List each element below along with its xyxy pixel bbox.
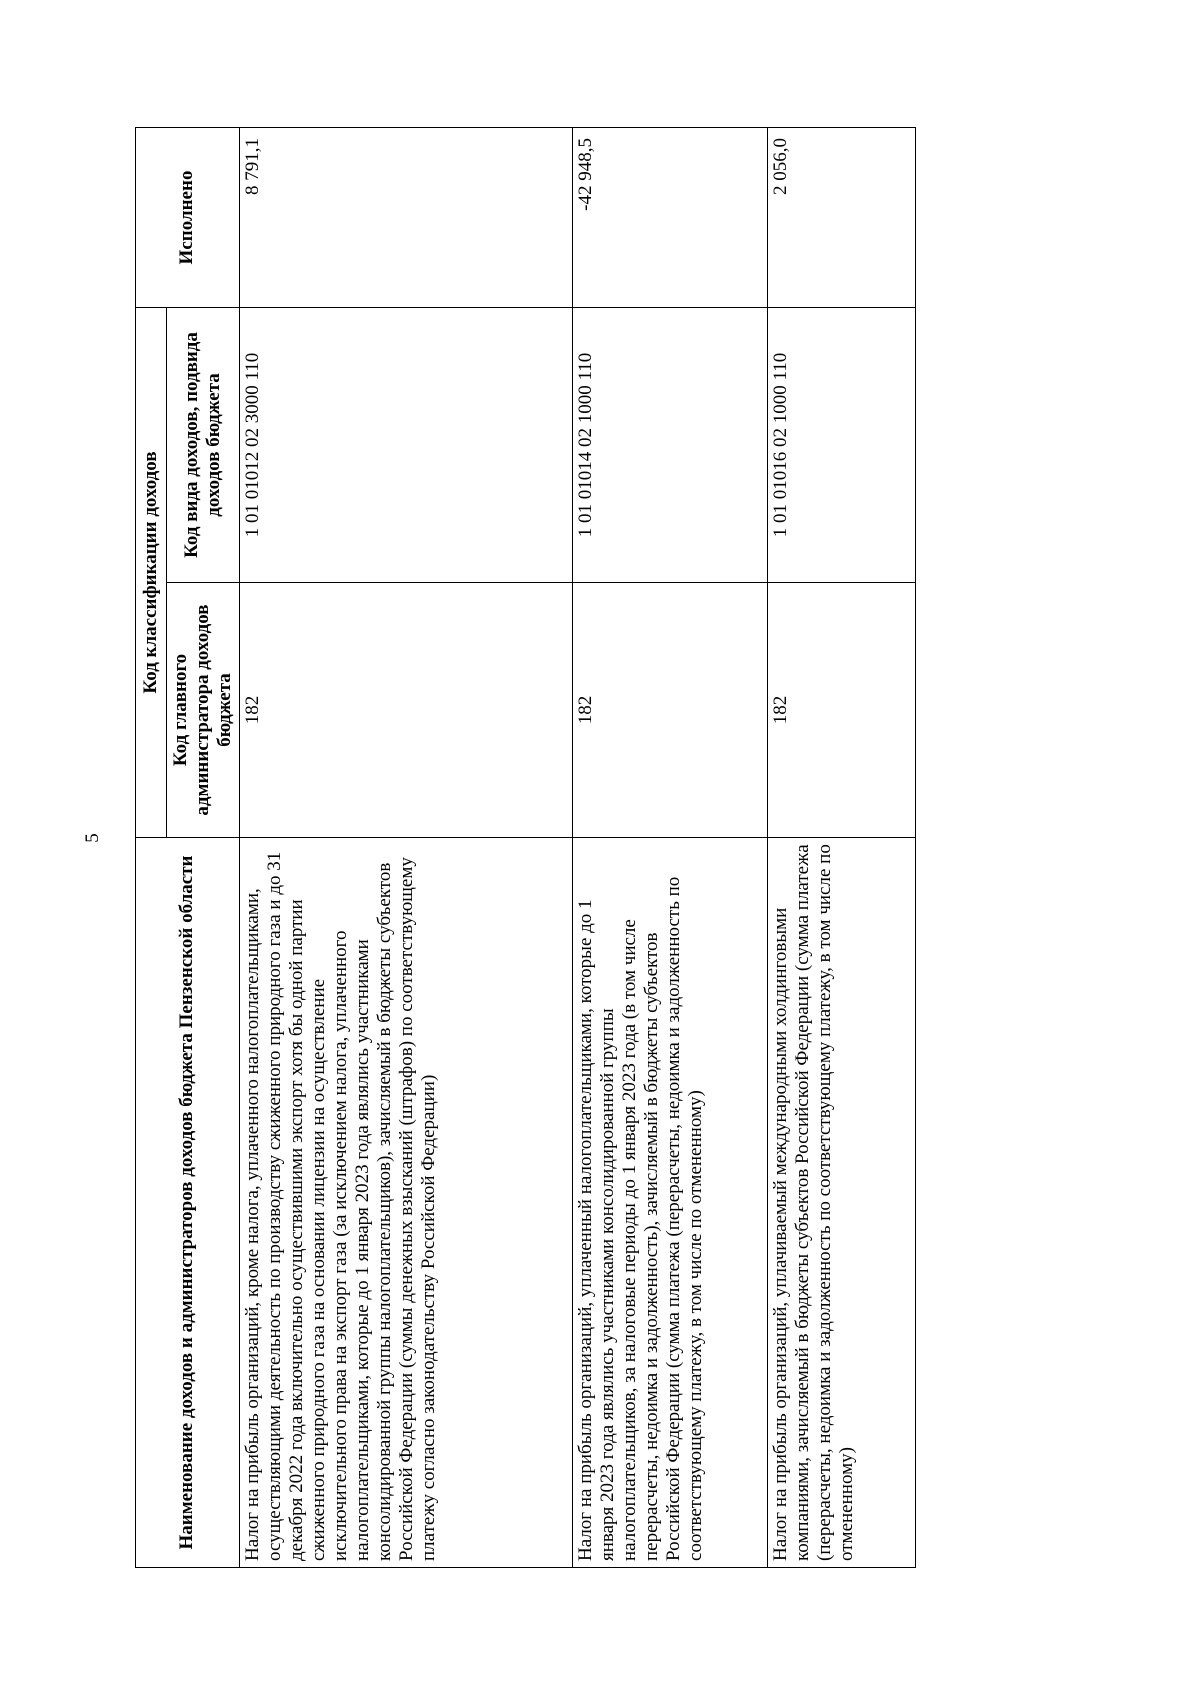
rotated-table-container [139,117,905,1561]
row-admin-code: 182 [573,583,768,838]
row-kind-code: 1 01 01014 02 1000 110 [573,308,768,583]
header-classification: Код классификации доходов [136,308,167,838]
header-admin-code: Код главного администратора доходов бюджета [167,583,240,838]
table-row [240,128,573,1568]
row-admin-code: 182 [240,583,573,838]
row-executed: 8 791,1 [240,128,573,308]
row-admin-code: 182 [768,583,916,838]
row-executed: 2 056,0 [768,128,916,308]
table-row [768,128,916,1568]
row-name: Налог на прибыль организаций, уплаченный налогоплательщиками, которые до 1 января 2023 года являлись участниками консолидированной группы налогоплательщиков, за налоговые периоды до 1 января 2023 года (в том числе перерасчеты, недоимка и задолженность), зачисляемый в бюджеты субъектов Российской Федерации (сумма платежа (перерасчеты, недоимка и задолженность по соответствующему платежу, в том числе по отмененному) [573,838,768,1568]
row-name: Налог на прибыль организаций, кроме налога, уплаченного налогоплательщиками, осуществляющими деятельность по производству сжиженного природного газа и до 31 декабря 2022 года включительно осуществившими экспорт хотя бы одной партии сжиженного природного газа на основании лицензии на осуществление исключительного права на экспорт газа (за исключением налога, уплаченного налогоплательщиками, которые до 1 января 2023 года являлись участниками консолидированной группы налогоплательщиков), зачисляемый в бюджеты субъектов Российской Федерации (суммы денежных взысканий (штрафов) по соответствующему платежу согласно законодательству Российской Федерации) [240,838,573,1568]
row-kind-code: 1 01 01012 02 3000 110 [240,308,573,583]
row-kind-code: 1 01 01016 02 1000 110 [768,308,916,583]
page-number: 5 [82,833,103,843]
revenue-table [135,127,916,1568]
row-name: Налог на прибыль организаций, уплачиваемый международными холдинговыми компаниями, зачисляемый в бюджеты субъектов Российской Федерации (сумма платежа (перерасчеты, недоимка и задолженность по соответствующему платежу, в том числе по отмененному) [768,838,916,1568]
row-executed: -42 948,5 [573,128,768,308]
header-kind-code: Код вида доходов, подвида доходов бюджета [167,308,240,583]
header-executed: Исполнено [136,128,240,308]
header-name: Наименование доходов и администраторов доходов бюджета Пензенской области [136,838,240,1568]
table-row [573,128,768,1568]
